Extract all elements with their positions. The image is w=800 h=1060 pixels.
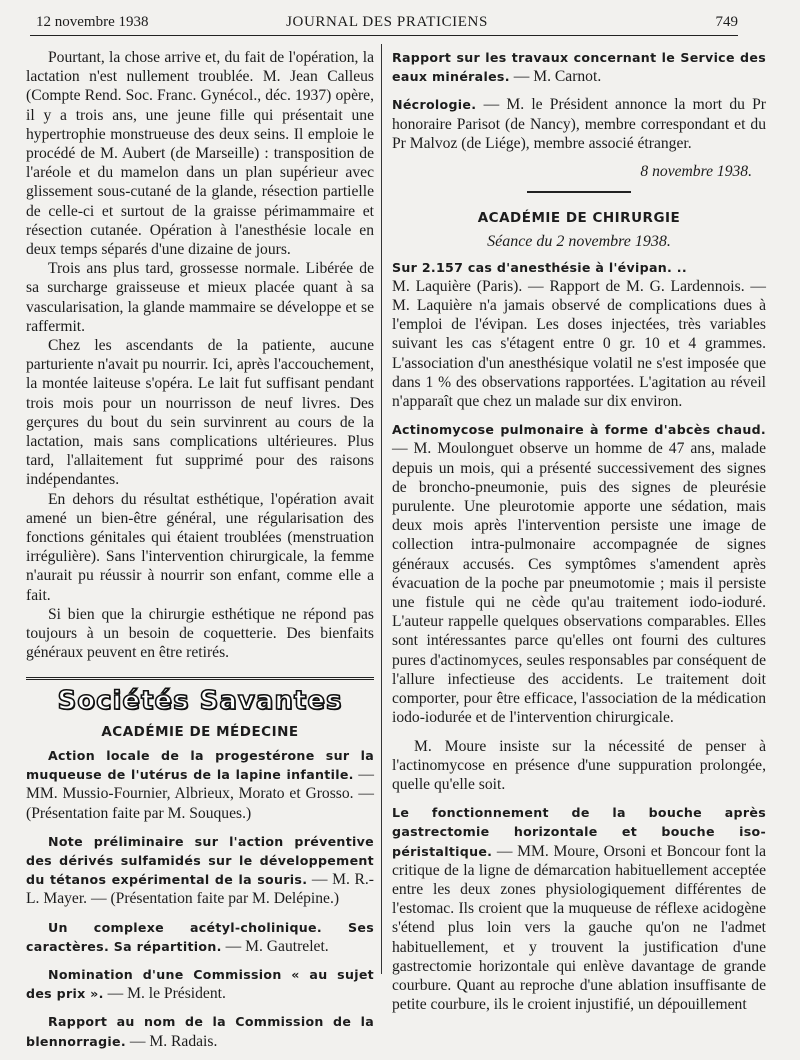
article-title: Sur 2.157 cas d'anesthésie à l'évipan. .. <box>392 259 687 275</box>
entry-authors: — M. Gautrelet. <box>225 937 329 955</box>
paragraph: Trois ans plus tard, grossesse normale. Libérée de sa surcharge graisseuse et mieux placée quant à sa vascularisation, la glande mammaire se développe et se raffermit. <box>26 260 374 335</box>
header-rule <box>30 35 738 36</box>
article-text: M. Laquière (Paris). — Rapport de M. G. Lardennois. — M. Laquière n'a jamais observé de complications dues à l'emploi de l'évipan. Les doses injectées, très variables suivant les cas s'étagent entre 0 gr. 10 et 4 grammes. L'association d'un anesthésique volatil ne s'est imposée que dans 1 % des observations rapportées. L'agitation au réveil n'apparaît que chez un malade sur dix environ. <box>392 277 766 411</box>
entry-authors: — M. le Président. <box>107 985 226 1003</box>
entry-authors: — MM. Mussio-Fournier, Albrieux, Morato et Grosso. — (Présentation faite par M. Souques.) <box>26 766 375 822</box>
entry-authors: — M. R.-L. Mayer. — (Présentation faite par M. Delépine.) <box>26 871 375 908</box>
entry-title: Un complexe acétyl-cholinique. Ses caractères. Sa répartition. <box>26 919 374 954</box>
article <box>392 258 766 412</box>
society-entry <box>26 918 374 956</box>
page-header <box>36 14 738 36</box>
entry-text: — M. le Président annonce la mort du Pr honoraire Parisot (de Nancy), membre correspondant et du Pr Malvoz (de Liége), membre associé étranger. <box>392 96 766 152</box>
section-title-chirurgie: ACADÉMIE DE CHIRURGIE <box>477 210 681 227</box>
paragraph: Chez les ascendants de la patiente, aucune parturiente n'avait pu nourrir. Ici, après l'accouchement, la montée laiteuse s'opéra. Le lait fut suffisant pendant trois mois pour un nourrisson de neuf livres. Des gerçures du bout du sein survinrent au cours de la lactation, mais sans complications ultérieures. Plus tard, l'allaitement fut supprimé pour des raisons indépendantes. <box>26 337 374 489</box>
paragraph: Si bien que la chirurgie esthétique ne répond pas toujours à un besoin de coquetterie. Des bienfaits généraux peuvent en être retirés. <box>26 605 374 662</box>
society-entry <box>26 965 374 1003</box>
necrology-entry <box>392 95 766 153</box>
article-text: — MM. Moure, Orsoni et Boncour font la critique de la ligne de démarcation habituellement acceptée entre les deux zones physiologiquement différentes de l'estomac. Ils croient que la muqueuse de réflexe acidogène s'étend plus loin vers la gauche qu'on ne l'admet habituellement, et y trouvent la justification d'une gastrectomie horizontale qui enlève davantage de grande courbure. Quant au reproche d'une ablation insuffisante de petite courbure, ils le croient injustifié, un dépouillement <box>392 842 766 1014</box>
entry-title: Rapport au nom de la Commission de la blennorragie. <box>26 1014 374 1049</box>
society-entry <box>26 746 374 823</box>
column-divider <box>381 44 382 974</box>
society-entry <box>26 1012 374 1050</box>
society-entry <box>26 832 374 909</box>
entry-title: Action locale de la progestérone sur la muqueuse de l'utérus de la lapine infantile. <box>26 747 374 783</box>
entry-title: Nécrologie. <box>392 97 477 113</box>
entry-title: Note préliminaire sur l'action préventive des dérivés sulfamidés sur le développement du tétanos expérimental de la souris. <box>26 833 374 888</box>
societes-banner: Sociétés Savantes <box>57 685 343 716</box>
article-text: — M. Moulonguet observe un homme de 47 ans, malade depuis un mois, qui a présenté successivement des signes de broncho-pneumonie, puis des signes de pleurésie purulente. Une pleurotomie apporte une sédation, mais deux mois après l'intervention persiste une image de collection intra-pulmonaire accompagnée de signes généraux accusés. Ces symptômes s'amendent après évacuation de la poche par pneumotomie ; mais il persiste une fistule qui ne cède qu'au traitement iodo-ioduré. L'auteur rappelle quelques observations comparables. Elles sont intéressantes parce qu'elles ont fourni des cultures pures d'actinomyces, seules responsables par conséquent de l'allure infectieuse des accidents. Le traitement doit comporter, pour être efficace, l'association de la médication iodo-iodurée et de l'intervention chirurgicale. <box>392 440 766 727</box>
section-date: 8 novembre 1938. <box>640 163 752 181</box>
entry-authors: — M. Radais. <box>129 1032 218 1050</box>
left-column <box>26 48 374 1060</box>
page-number: 749 <box>715 14 738 30</box>
journal-title: JOURNAL DES PRATICIENS <box>286 14 488 30</box>
section-rule <box>26 677 374 684</box>
society-entry <box>392 48 766 86</box>
right-column <box>392 48 766 1023</box>
paragraph: M. Moure insiste sur la nécessité de penser à l'actinomycose en présence d'une suppuration prolongée, quelle qu'elle soit. <box>392 737 766 793</box>
entry-title: Nomination d'une Commission « au sujet des prix ». <box>26 966 374 1002</box>
short-rule <box>527 191 631 193</box>
paragraph: En dehors du résultat esthétique, l'opération avait amené un bien-être général, une régularisation des fonctions génitales qui étaient troublées (menstruation irrégulière). Sans l'intervention chirurgicale, la femme n'aurait pu réussir à nourrir son enfant, comme elle a fait. <box>26 490 374 604</box>
paragraph: Pourtant, la chose arrive et, du fait de l'opération, la lactation n'est nullement troublée. M. Jean Calleus (Compte Rend. Soc. Franc. Gynécol., déc. 1937) opère, il y a trois ans, une jeune fille qui présentait une hypertrophie monstrueuse des deux seins. Il emploie le procédé de M. Aubert (de Marseille) : transposition de l'aréole et du mamelon dans un plan supérieur avec glissement sous-cutané de la glande, résection partielle de celle-ci et surtout de la graisse périmammaire et résection cutanée. Opération à l'anesthésie locale en deux temps séparés d'une dizaine de jours. <box>26 49 374 259</box>
entry-authors: — M. Carnot. <box>513 68 602 86</box>
article-title: Actinomycose pulmonaire à forme d'abcès chaud. <box>392 422 766 438</box>
article <box>392 803 766 1014</box>
entry-title: Rapport sur les travaux concernant le Service des eaux minérales. <box>392 50 766 85</box>
article <box>392 420 766 727</box>
section-title-medecine: ACADÉMIE DE MÉDECINE <box>101 723 299 740</box>
article-title: Le fonctionnement de la bouche après gastrectomie horizontale et bouche iso-péristaltique. <box>392 805 766 859</box>
session-date: Séance du 2 novembre 1938. <box>487 233 671 251</box>
issue-date: 12 novembre 1938 <box>36 14 149 30</box>
